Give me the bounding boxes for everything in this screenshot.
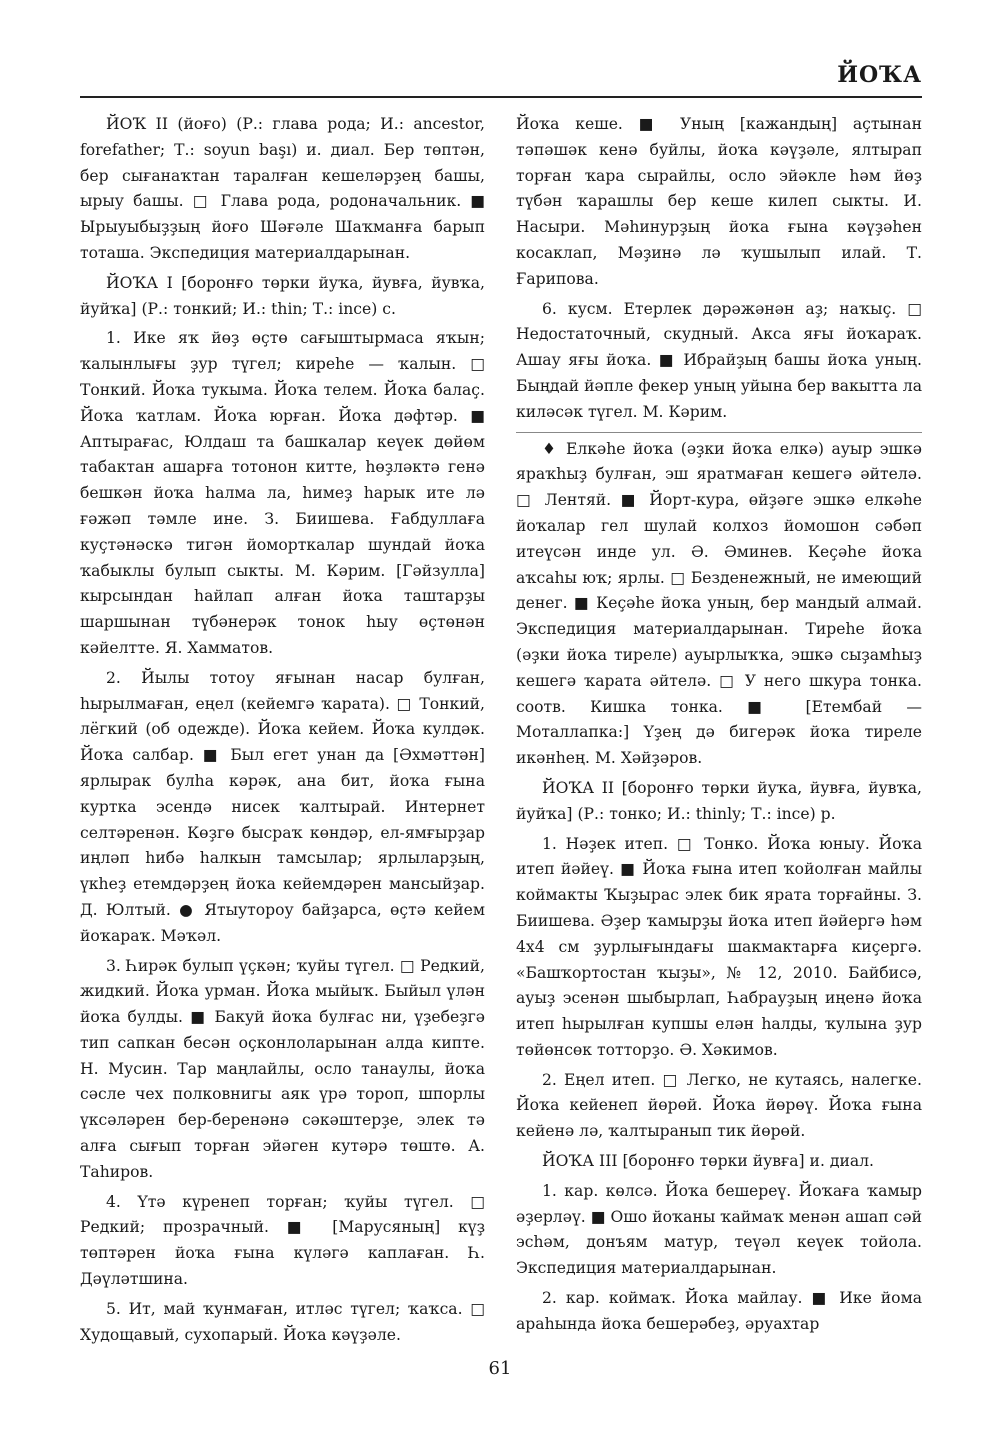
entry-yoka-i-phrases: ♦ Елкәһе йоҡа (әҙки йоҡа елкә) ауыр эшкә яраҡһыҙ булған, эш яратмаған кешегә әйтелә. □ Лентяй. ■ Йорт-кура, өйҙәге эшкә елкәһе йоҡалар гел шулай колхоз йомошон сәбәп итеүсән инде ул. Ә. Әминев. Кеҫәһе йоҡа аҡсаһы юҡ; ярлы. □ Безденежный, не имеющий денег. ■ Кеҫәһе йоҡа уның, бер мандый алмай. Экспедиция материалдарынан. Тиреһе йоҡа (әҙки йоҡа тиреле) ауырлыҡҡа, эшкә сыҙамһыҙ кешегә ҡарата әйтелә. □ У него шкура тонка. соотв. Кишка тонка. ■ [Етембай — Моталлапка:] Үҙең дә бигерәк йоҡа тиреле икәнһең. М. Хәйҙәров. xyxy=(516,439,922,768)
entry-yoka-iii-head: ЙОҠА III [боронғо төрки йувға] и. диал. xyxy=(542,1152,875,1171)
header-rule xyxy=(80,96,922,98)
entry-yoka-i-sense-6: 6. кусм. Етерлек дәрәжәнән аҙ; наҡыҫ. □ Недостаточный, скудный. Акса яғы йоҡараҡ. Ашау яғы йоҡа. ■ Ибрайҙың башы йоҡа уның. Быңдай йәпле фекер уның уйына бер вакытта ла киләсәк түгел. М. Кәрим. xyxy=(516,299,922,421)
entry-yoka-i-head: ЙОҠА I [боронғо төрки йуҡа, йувға, йувҡа, йуйҡа] (Р.: тонкий; И.: thin; Т.: ince) с. xyxy=(80,273,485,318)
entry-yoka-i-sense-3: 3. Һирәк булып үҫкән; ҡуйы түгел. □ Редкий, жидкий. Йоҡа урман. Йоҡа мыйыҡ. Быйыл үлән йоҡа булды. ■ Бакуй йоҡа булғас ни, үҙебеҙгә тип сапкан бесән оҫконлоларынан алда кипте. Н. Мусин. Тар маңлайлы, осло танаулы, йоҡа сәсле чех полковнигы аяк үрә тороп, шпорлы үксәләрен бер-беренәнә сәкәштерҙе, элек тә алға сығып торған эйәген кутәрә төштө. А. Таһиров. xyxy=(80,956,485,1181)
entry-yok-ii: ЙОҠ II (йоғо) (Р.: глава рода; И.: ancestor, forefather; Т.: soyun başı) и. диал. Бер төптән, бер сығанаҡтан таралған кешеләрҙең башы, ырыу башы. □ Глава рода, родоначальник. ■ Ырыуыбыҙҙың йоғо Шәғәле Шаҡманға барып тоташа. Экспедиция материалдарынан. xyxy=(80,115,485,262)
running-head: ЙОҠА xyxy=(837,62,922,88)
entry-yoka-ii-sense-1: 1. Нәҙек итеп. □ Тонко. Йоҡа юныу. Йоҡа итеп йәйеү. ■ Йоҡа ғына итеп ҡойолған майлы коймакты Ҡыҙырас элек бик ярата торғайны. З. Биишева. Әҙер ҡамырҙы йоҡа итеп йәйергә һәм 4х4 см ҙурлығындағы шакмактарға киҫергә. «Башҡортостан ҡыҙы», № 12, 2010. Байбисә, ауыҙ эсенән шыбырлап, Һабрауҙың иңенә йоҡа итеп һырылған купшы елән һалды, ҡулына ҙур төйөнсөк тотторҙо. Ә. Хәкимов. xyxy=(516,834,922,1059)
entry-yoka-i-sense-4: 4. Үтә күренеп торған; ҡуйы түгел. □ Редкий; прозрачный. ■ [Марусяның] күҙ төптәрен йоҡа ғына күләгә каплаған. Һ. Дәүләтшина. xyxy=(80,1192,485,1289)
right-column xyxy=(516,112,922,1338)
entry-yoka-i-sense-5: 5. Ит, май ҡунмаған, итләс түгел; ҡаҡса. □ Худощавый, сухопарый. Йоҡа кәүҙәле. xyxy=(80,1299,485,1344)
entry-yoka-ii-sense-2: 2. Еңел итеп. □ Легко, не кутаясь, налегке. Йоҡа кейенеп йөрөй. Йоҡа йөрөү. Йоҡа ғына кейенә лә, ҡалтыранып тик йөрөй. xyxy=(516,1070,922,1141)
page-number: 61 xyxy=(488,1358,512,1379)
left-column xyxy=(80,112,485,1348)
phraseology-divider xyxy=(516,432,922,433)
entry-yoka-i-sense-2: 2. Йылы тотоу яғынан насар булған, һырылмаған, еңел (кейемгә ҡарата). □ Тонкий, лёгкий (об одежде). Йоҡа кейем. Йоҡа кулдәк. Йоҡа салбар. ■ Был егет унан да [Әхмәттән] ярлырак булһа кәрәк, ана бит, йоҡа ғына куртка эсендә нисек ҡалтырай. Интернет селтәренән. Көҙгө бысраҡ көндәр, ел-ямғырҙар иңләп һибә һалкын тамсылар; ярлыларҙың, үкһеҙ етемдәрҙең йоҡа кейемдәрен мансыйҙар. Д. Юлтый. ● Ятыутороу байҙарса, өҫтә кейем йоҡараҡ. Мәҡәл. xyxy=(80,668,485,945)
entry-yoka-i-sense-1: 1. Ике яҡ йөҙ өҫтө сағыштырмаса яҡын; ҡалынлығы ҙур түгел; киреһе — ҡалын. □ Тонкий. Йоҡа тукыма. Йоҡа телем. Йоҡа балаҫ. Йоҡа ҡатлам. Йоҡа юрған. Йоҡа дәфтәр. ■ Аптырағас, Юлдаш та башкалар кеүек дөйөм табактан ашарға тотонон китте, һөҙләктә генә бешкән йоҡа һалма ла, һимеҙ һарык ите лә ғәжәп тәмле ине. З. Биишева. Ғабдуллаға куҫтәнәскә тигән йоморткалар шундай йоҡа ҡабыклы булып сыкты. М. Кәрим. [Гәйзулла] кырсындан һайлап алған йоҡа таштарҙы шаршынан түбәнерәк тонок һыу өҫтөнән кәйелтте. Я. Хамматов. xyxy=(80,329,485,657)
entry-yoka-i-sense-5-cont: Йоҡа кеше. ■ Уның [кажандың] аҫтынан тәпәшәк кенә буйлы, йоҡа кәүҙәле, ялтырап торған ҡара сырайлы, осло эйәкле һәм йөҙ түбән ҡарашлы бер кеше килеп сыкты. И. Насыри. Мәһинурҙың йоҡа ғына кәүҙәһен косаклап, Мәҙинә лә ҡушылып илай. Т. Ғарипова. xyxy=(516,115,922,288)
entry-yoka-iii-sense-2: 2. кар. коймаҡ. Йоҡа майлау. ■ Ике йома араһында йоҡа бешерәбеҙ, әруахтар xyxy=(516,1289,922,1333)
entry-yoka-ii-head: ЙОҠА II [боронғо төрки йуҡа, йувға, йувҡа, йуйҡа] (Р.: тонко; И.: thinly; Т.: ince) р. xyxy=(516,778,922,823)
entry-yoka-iii-sense-1: 1. кар. көлсә. Йоҡа бешереү. Йоҡаға ҡамыр әҙерләү. ■ Ошо йоҡаны ҡаймаҡ менән ашап сәй эсһәм, донъям матур, теүәл кеүек тойола. Экспедиция материалдарынан. xyxy=(516,1181,922,1278)
